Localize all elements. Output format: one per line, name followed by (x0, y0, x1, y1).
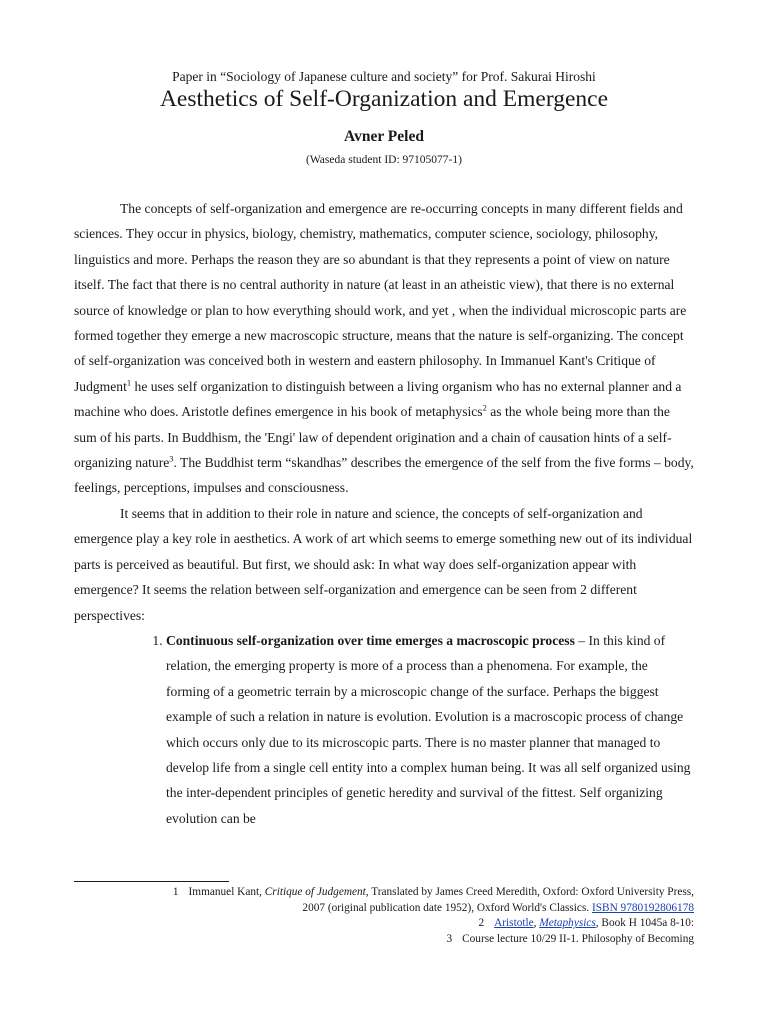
footnote-ref-3[interactable]: 3 (169, 453, 174, 464)
footnote-1-book-title: Critique of Judgement (264, 886, 366, 898)
footnote-1-text-b: , Translated by James Creed Meredith, Oxford: Oxford University Press, (365, 886, 694, 898)
footnote-ref-1[interactable]: 1 (126, 377, 132, 388)
paper-course-subtitle: Paper in “Sociology of Japanese culture and society” for Prof. Sakurai Hiroshi (172, 69, 596, 84)
metaphysics-link[interactable] (539, 917, 595, 929)
footnote-1-continued (74, 901, 694, 917)
footnotes (74, 885, 694, 947)
paragraph-1-part-a: The concepts of self-organization and emergence are re-occurring concepts in many different fields and sciences. They occur in physics, biology, chemistry, mathematics, computer science, sociology, philosophy, linguistics and more. Perhaps the reason they are so abundant is that they represents a point of view on nature itself. The fact that there is no central authority in nature (at least in an atheistic view), that there is no external source of knowledge or plan to how everything should work, and yet , when the individual microscopic parts are formed together they emerge a new macroscopic structure, means that the nature is self-organizing. The concept of self-organization was conceived both in western and eastern philosophy. In Immanuel Kant's Critique of Judgment (74, 201, 687, 394)
footnote-number: 1 (172, 886, 179, 898)
footnote-3-text: Course lecture 10/29 II-1. Philosophy of Becoming (462, 932, 694, 945)
metaphysics-link-label: Metaphysics (539, 917, 596, 930)
footnote-1-text-c: 2007 (original publication date 1952), Oxford World's Classics. (302, 901, 592, 914)
paragraph-1 (74, 196, 694, 501)
perspectives-list (74, 628, 694, 831)
footnote-number: 2 (478, 917, 485, 930)
footnote-2-text: , Book H 1045a 8-10: (595, 917, 694, 930)
footnote-2-separator: , (533, 917, 540, 930)
list-item-heading: Continuous self-organization over time emerges a macroscopic process (166, 632, 575, 648)
paragraph-2: It seems that in addition to their role in nature and science, the concepts of self-organization and emergence play a key role in aesthetics. A work of art which seems to emerge something new out of its individual parts is perceived as beautiful. But first, we should ask: In what way does self-organization appear with emergence? It seems the relation between self-organization and emergence can be seen from 2 different perspectives: (74, 505, 693, 623)
paragraph-1-part-d: . The Buddhist term “skandhas” describes the emergence of the self from the five forms – body, feelings, perceptions, impulses and consciousness. (74, 455, 694, 496)
footnote-3 (74, 932, 694, 948)
student-id: (Waseda student ID: 97105077-1) (306, 154, 462, 166)
aristotle-link[interactable]: Aristotle (494, 917, 534, 930)
footnote-number: 3 (446, 932, 453, 945)
footnote-1 (74, 885, 694, 901)
footnote-2 (74, 916, 694, 932)
isbn-link[interactable]: ISBN 9780192806178 (592, 901, 694, 914)
author-name: Avner Peled (344, 128, 424, 145)
body-text (74, 196, 694, 831)
footnote-1-text-a: Immanuel Kant, (188, 886, 265, 898)
paragraph-1-part-c: as the whole being more than the sum of his parts. In Buddhism, the 'Engi' law of dependent origination and a chain of causation hints of a self-organizing nature (74, 404, 672, 471)
footnote-ref-2[interactable]: 2 (482, 402, 487, 413)
paper-title: Aesthetics of Self-Organization and Emergence (159, 86, 609, 112)
list-item (166, 628, 694, 831)
paragraph-1-part-b: he uses self organization to distinguish between a living organism who has no external planner and a machine who does. Aristotle defines emergence in his book of metaphysics (74, 378, 682, 420)
list-item-text: – In this kind of relation, the emerging property is more of a process than a phenomena. For example, the forming of a geometric terrain by a microscopic change of the surface. Perhaps the biggest example of such a relation in nature is evolution. Evolution is a macroscopic process of change which occurs only due to its microscopic parts. There is no master planner that managed to develop life from a single cell entity into a complex human being. It was all self organized using the inter-dependent principles of genetic heredity and survival of the fittest. Self organizing evolution can be (166, 632, 691, 826)
footnote-separator (74, 881, 229, 882)
